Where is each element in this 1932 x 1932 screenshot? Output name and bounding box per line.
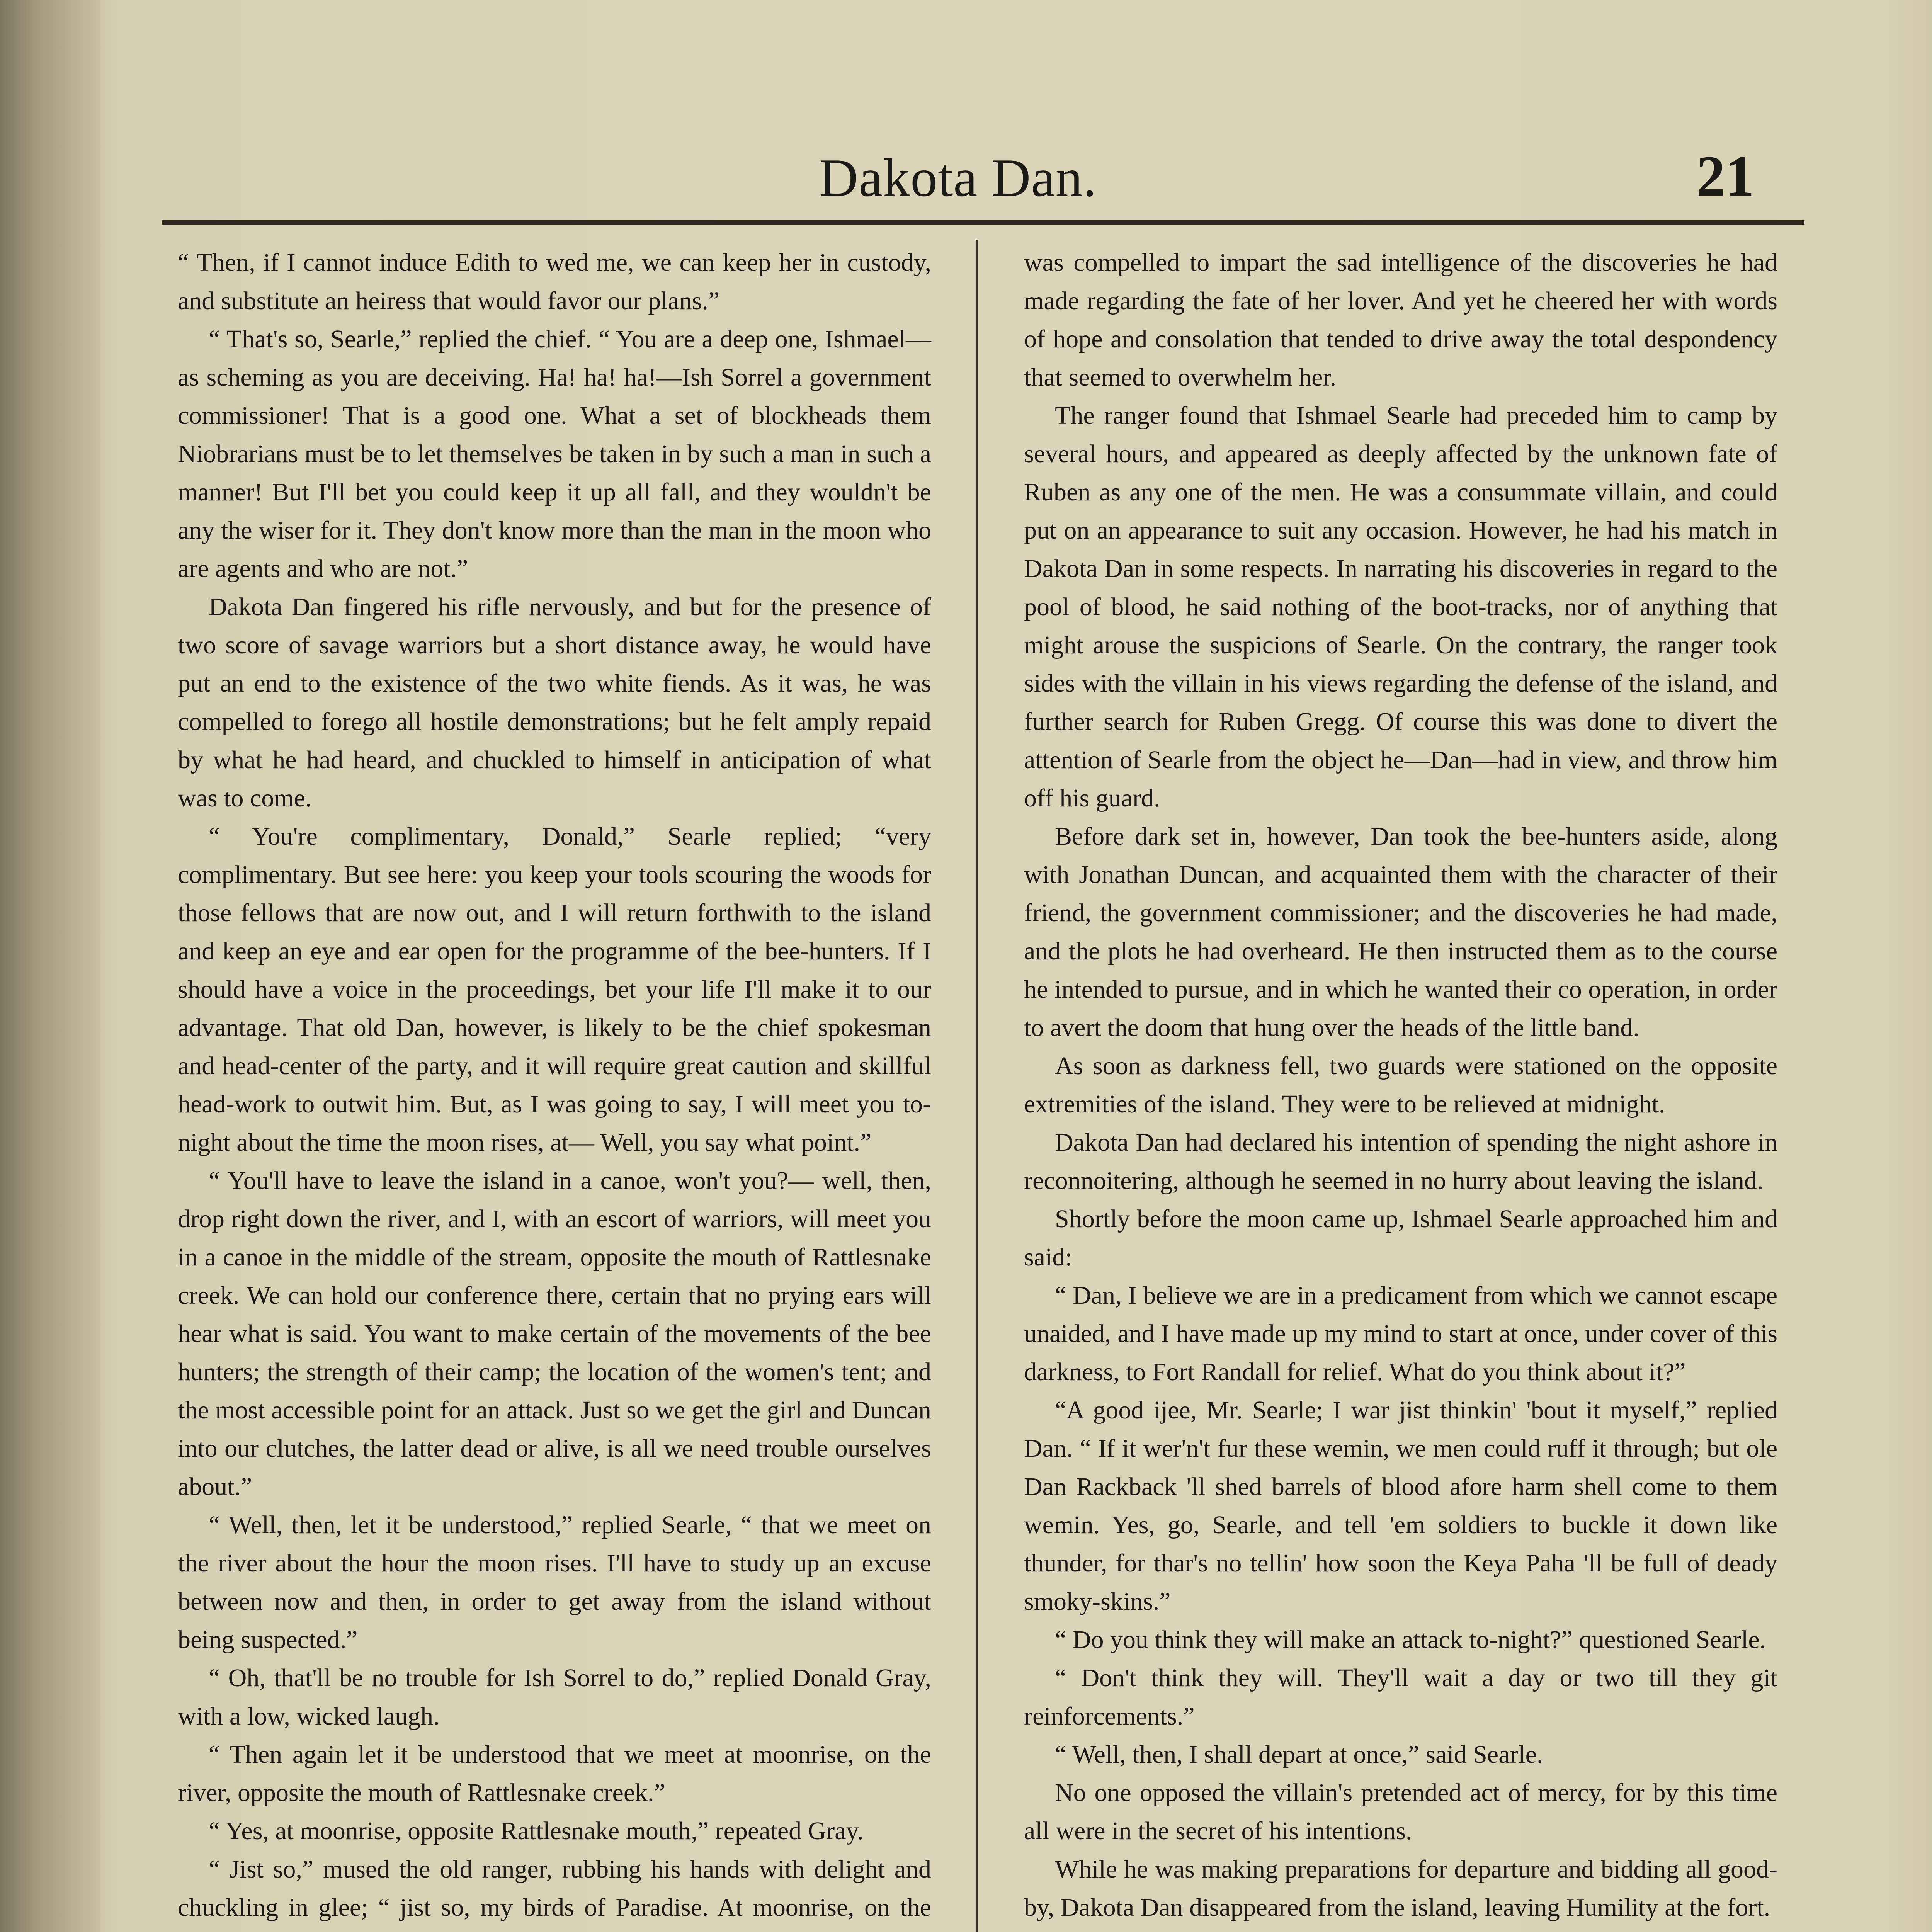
header-rule: [162, 220, 1804, 225]
paragraph: “ Well, then, I shall depart at once,” said Searle.: [1055, 1740, 1543, 1769]
paragraph: No one opposed the villain's pretended act of mercy, for by this time all were in the secret of his intentions.: [1024, 1779, 1777, 1845]
paragraph: “ Jist so,” mused the old ranger, rubbing his hands with delight and chuckling in glee; “ jist so, my birds of Paradise. At moonrise, on the: [178, 1855, 931, 1922]
paragraph: “ Don't think they will. They'll wait a day or two till they git reinforcements.”: [1024, 1664, 1777, 1730]
paragraph: “ You're complimentary, Donald,” Searle replied; “very complimentary. But see here: you keep your tools scouring the woods for those fellows that are now out, and I will return forthwith to the island and keep an eye and ear open for the programme of the bee-hunters. If I should have a voice in the proceedings, bet your life I'll make it to our advantage. That old Dan, however, is likely to be the chief spokesman and head-center of the party, and it will require great caution and skillful head-work to outwit him. But, as I was going to say, I will meet you to-night about the time the moon rises, at— Well, you say what point.”: [178, 822, 931, 1156]
paragraph: Dakota Dan fingered his rifle nervously, and but for the presence of two score of savage warriors but a short distance away, he would have put an end to the existence of the two white fiends. As it was, he was compelled to forego all hostile demonstrations; but he felt amply repaid by what he had heard, and chuckled to himself in anticipation of what was to come.: [178, 593, 931, 812]
paragraph: Dakota Dan had declared his intention of spending the night ashore in reconnoitering, although he seemed in no hurry about leaving the island.: [1024, 1128, 1777, 1195]
running-title: Dakota Dan.: [819, 148, 1097, 208]
paragraph: “ Oh, that'll be no trouble for Ish Sorrel to do,” replied Donald Gray, with a low, wicked laugh.: [178, 1664, 931, 1730]
paragraph: As soon as darkness fell, two guards were stationed on the opposite extremities of the island. They were to be relieved at midnight.: [1024, 1052, 1777, 1118]
paragraph: “ That's so, Searle,” replied the chief. “ You are a deep one, Ishmael—as scheming as you are deceiving. Ha! ha! ha!—Ish Sorrel a government commissioner! That is a good one. What a set of blockheads them Niobrarians must be to let themselves be taken in by such a man in such a manner! But I'll bet you could keep it up all fall, and they wouldn't be any the wiser for it. They don't know more than the man in the moon who are agents and who are not.”: [178, 325, 931, 583]
paragraph: “ Then again let it be understood that we meet at moonrise, on the river, opposite the mouth of Rattlesnake creek.”: [178, 1740, 931, 1807]
left-column: [178, 243, 931, 1932]
paragraph: Shortly before the moon came up, Ishmael Searle approached him and said:: [1024, 1205, 1777, 1271]
paragraph: “ Then, if I cannot induce Edith to wed me, we can keep her in custody, and substitute an heiress that would favor our plans.”: [178, 248, 931, 315]
paragraph: The ranger found that Ishmael Searle had preceded him to camp by several hours, and appeared as deeply affected by the unknown fate of Ruben as any one of the men. He was a consummate villain, and could put on an appearance to suit any occasion. However, he had his match in Dakota Dan in some respects. In narrating his discoveries in regard to the pool of blood, he said nothing of the boot-tracks, nor of anything that might arouse the suspicions of Searle. On the contrary, the ranger took sides with the villain in his views regarding the defense of the island, and further search for Ruben Gregg. Of course this was done to divert the attention of Searle from the object he—Dan—had in view, and throw him off his guard.: [1024, 401, 1777, 812]
paragraph: was compelled to impart the sad intelligence of the discoveries he had made regarding the fate of her lover. And yet he cheered her with words of hope and consolation that tended to drive away the total despondency that seemed to overwhelm her.: [1024, 248, 1777, 391]
page-header: [162, 139, 1785, 216]
paragraph: “ Do you think they will make an attack to-night?” questioned Searle.: [1055, 1626, 1766, 1654]
paragraph: [1024, 1927, 1777, 1932]
paragraph: “ You'll have to leave the island in a canoe, won't you?— well, then, drop right down the river, and I, with an escort of warriors, will meet you in a canoe in the middle of the stream, opposite the mouth of Rattlesnake creek. We can hold our conference there, certain that no prying ears will hear what is said. You want to make certain of the movements of the bee hunters; the strength of their camp; the location of the women's tent; and the most accessible point for an attack. Just so we get the girl and Duncan into our clutches, the latter dead or alive, is all we need trouble ourselves about.”: [178, 1167, 931, 1501]
paragraph: “A good ijee, Mr. Searle; I war jist thinkin' 'bout it myself,” replied Dan. “ If it wer'n't fur these wemin, we men could ruff it through; but ole Dan Rackback 'll shed barrels of blood afore harm shell come to them wemin. Yes, go, Searle, and tell 'em soldiers to buckle it down like thunder, for thar's no tellin' how soon the Keya Paha 'll be full of deady smoky-skins.”: [1024, 1396, 1777, 1616]
paragraph: While he was making preparations for departure and bidding all good-by, Dakota Dan disappeared from the island, leaving Humility at the fort.: [1024, 1855, 1777, 1922]
paragraph: “ Well, then, let it be understood,” replied Searle, “ that we meet on the river about the hour the moon rises. I'll have to study up an excuse between now and then, in order to get away from the island without being suspected.”: [178, 1511, 931, 1654]
paragraph: “ Yes, at moonrise, opposite Rattlesnake mouth,” repeated Gray.: [209, 1817, 864, 1845]
paragraph: Before dark set in, however, Dan took the bee-hunters aside, along with Jonathan Duncan, and acquainted them with the character of their friend, the government commissioner; and the discoveries he had made, and the plots he had overheard. He then instructed them as to the course he intended to pursue, and in which he wanted their co operation, in order to avert the doom that hung over the heads of the little band.: [1024, 822, 1777, 1042]
column-divider: [976, 240, 978, 1932]
book-binding-edge: [0, 0, 100, 1932]
paragraph: “ Dan, I believe we are in a predicament from which we cannot escape unaided, and I have made up my mind to start at once, under cover of this darkness, to Fort Randall for relief. What do you think about it?”: [1024, 1281, 1777, 1386]
page-number: 21: [1696, 144, 1754, 208]
right-column: [1024, 243, 1777, 1932]
